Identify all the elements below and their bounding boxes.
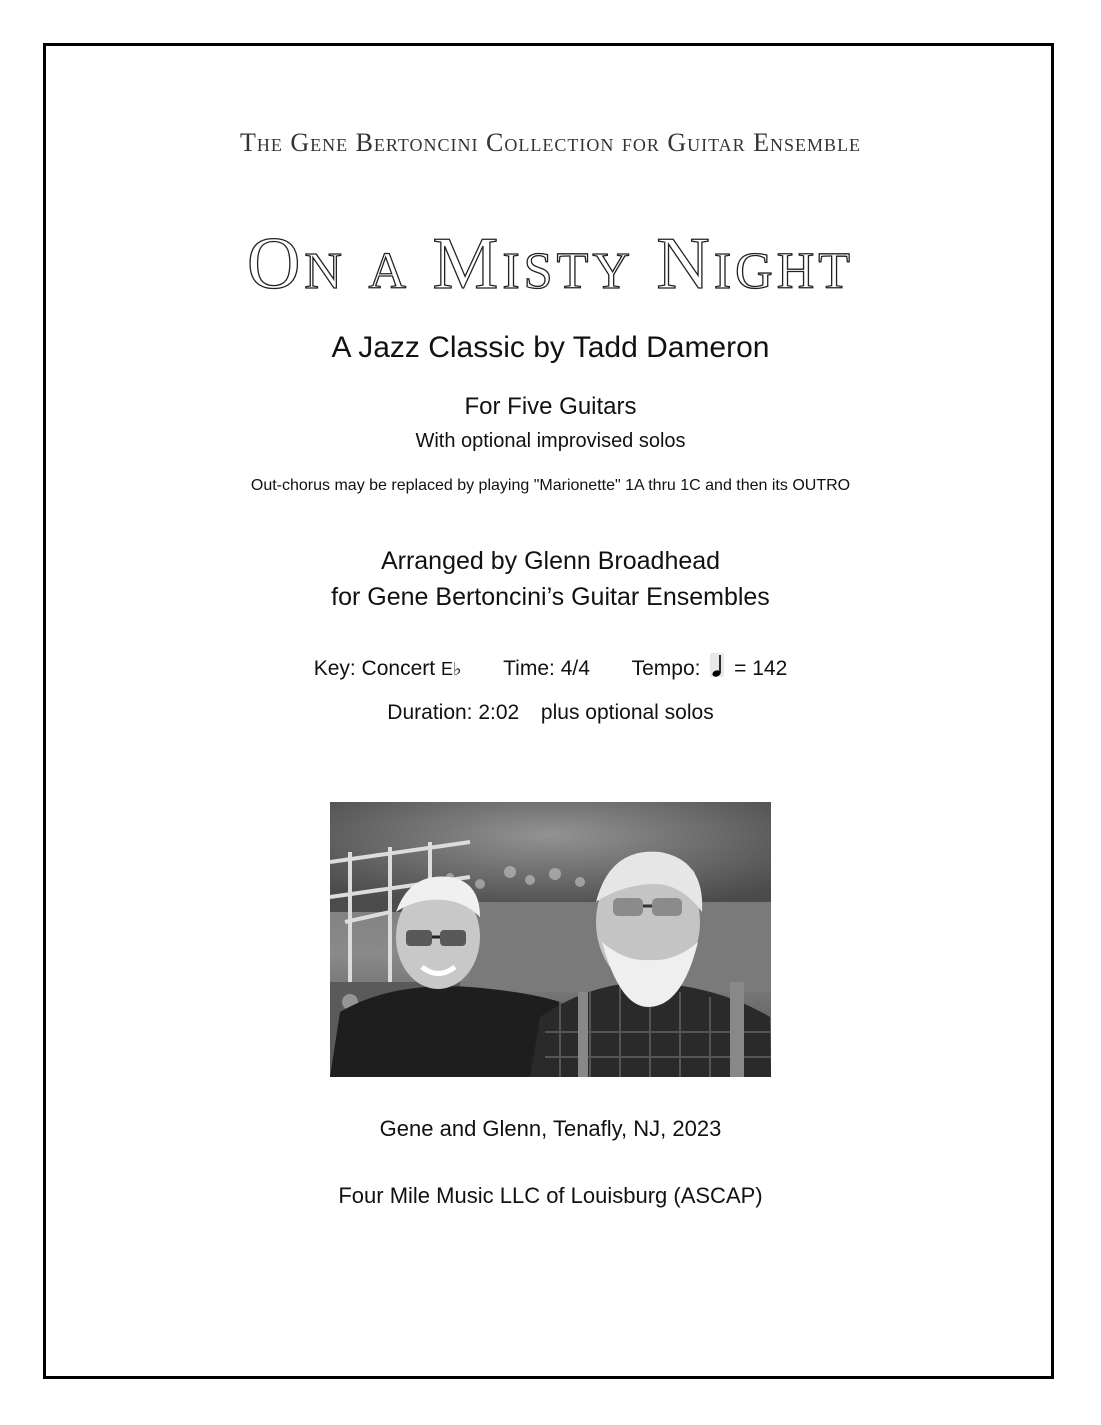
photo-caption: Gene and Glenn, Tenafly, NJ, 2023 <box>379 1116 722 1141</box>
tempo-value: = 142 <box>734 657 788 680</box>
page-title: On a Misty Night <box>246 223 855 305</box>
time-value: 4/4 <box>560 657 590 680</box>
arranger-line-2: for Gene Bertoncini’s Guitar Ensembles <box>331 583 770 611</box>
subtitle: A Jazz Classic by Tadd Dameron <box>331 331 770 364</box>
quarter-note-icon <box>706 653 728 679</box>
music-metadata <box>0 653 1101 681</box>
series-title: The Gene Bertoncini Collection for Guitar Ensemble <box>239 128 862 157</box>
key-label: Key: Concert <box>313 657 436 680</box>
time-label: Time: <box>503 657 555 680</box>
portrait-photo <box>330 802 771 1077</box>
duration-value: 2:02 <box>478 701 520 724</box>
duration <box>0 701 1101 725</box>
tempo-label: Tempo: <box>631 657 701 680</box>
publisher: Four Mile Music LLC of Louisburg (ASCAP) <box>338 1183 763 1208</box>
duration-extra: plus optional solos <box>540 701 714 724</box>
instrumentation: For Five Guitars <box>464 393 637 420</box>
key-value: E♭ <box>440 659 462 679</box>
outchorus-note: Out-chorus may be replaced by playing "Marionette" 1A thru 1C and then its OUTRO <box>250 477 851 494</box>
arranger-line-1: Arranged by Glenn Broadhead <box>380 547 721 575</box>
solos-note: With optional improvised solos <box>415 430 686 452</box>
duration-label: Duration: <box>387 701 473 724</box>
